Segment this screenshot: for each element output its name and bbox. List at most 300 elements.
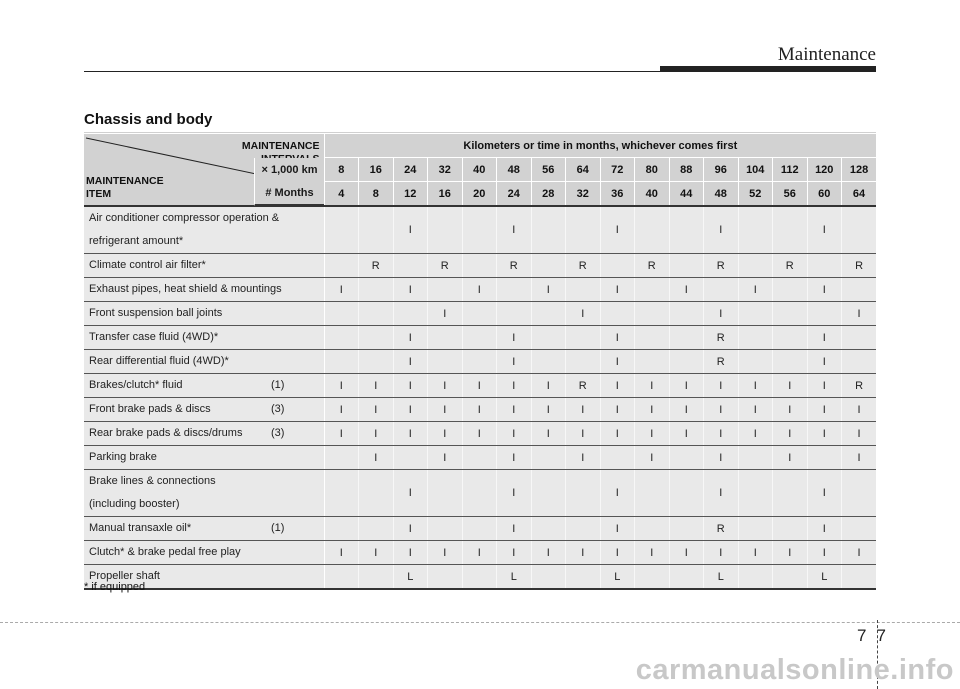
- months-interval-cell: 64: [842, 182, 877, 207]
- schedule-cell: I: [600, 422, 635, 446]
- km-interval-cell: 56: [531, 158, 566, 182]
- schedule-cell: I: [497, 206, 532, 254]
- schedule-cell: I: [324, 422, 359, 446]
- schedule-cell: [497, 278, 532, 302]
- months-interval-cell: 48: [704, 182, 739, 207]
- footnote: * if equipped: [84, 581, 146, 593]
- schedule-cell: [462, 446, 497, 470]
- schedule-cell: [773, 206, 808, 254]
- schedule-cell: [393, 302, 428, 326]
- schedule-cell: I: [566, 398, 601, 422]
- km-interval-cell: 8: [324, 158, 359, 182]
- schedule-cell: [842, 350, 877, 374]
- schedule-cell: I: [807, 278, 842, 302]
- schedule-cell: I: [531, 278, 566, 302]
- schedule-cell: I: [669, 278, 704, 302]
- schedule-cell: [324, 206, 359, 254]
- schedule-cell: [359, 470, 394, 517]
- schedule-cell: R: [704, 517, 739, 541]
- schedule-cell: [669, 350, 704, 374]
- schedule-cell: L: [600, 565, 635, 590]
- schedule-cell: L: [704, 565, 739, 590]
- schedule-cell: [669, 206, 704, 254]
- schedule-cell: R: [704, 350, 739, 374]
- chapter-title: Maintenance: [777, 44, 876, 65]
- schedule-cell: [635, 302, 670, 326]
- schedule-cell: I: [842, 446, 877, 470]
- schedule-cell: I: [497, 422, 532, 446]
- km-interval-cell: 24: [393, 158, 428, 182]
- schedule-cell: I: [324, 398, 359, 422]
- schedule-cell: [428, 470, 463, 517]
- schedule-cell: R: [497, 254, 532, 278]
- schedule-cell: I: [738, 541, 773, 565]
- schedule-cell: [635, 470, 670, 517]
- table-row: [84, 470, 876, 517]
- section-title: Chassis and body: [84, 111, 213, 128]
- schedule-cell: I: [635, 446, 670, 470]
- schedule-cell: I: [807, 470, 842, 517]
- schedule-cell: I: [773, 541, 808, 565]
- schedule-cell: I: [807, 398, 842, 422]
- schedule-cell: I: [807, 350, 842, 374]
- schedule-cell: [531, 565, 566, 590]
- schedule-cell: I: [497, 541, 532, 565]
- schedule-cell: I: [497, 517, 532, 541]
- schedule-cell: [738, 254, 773, 278]
- schedule-cell: I: [497, 470, 532, 517]
- table-row: [84, 422, 876, 446]
- schedule-cell: I: [600, 541, 635, 565]
- maintenance-item-label: [84, 470, 324, 517]
- schedule-cell: [669, 517, 704, 541]
- schedule-cell: I: [600, 374, 635, 398]
- table-row: [84, 374, 876, 398]
- schedule-cell: [462, 517, 497, 541]
- maintenance-item-label: [84, 541, 324, 565]
- schedule-cell: [324, 446, 359, 470]
- schedule-cell: L: [807, 565, 842, 590]
- months-interval-cell: 60: [807, 182, 842, 207]
- schedule-cell: I: [531, 541, 566, 565]
- maintenance-item-label: [84, 302, 324, 326]
- schedule-cell: [842, 278, 877, 302]
- schedule-cell: [531, 350, 566, 374]
- schedule-cell: I: [566, 422, 601, 446]
- schedule-cell: [462, 470, 497, 517]
- schedule-cell: I: [497, 374, 532, 398]
- schedule-cell: I: [462, 422, 497, 446]
- km-interval-cell: 80: [635, 158, 670, 182]
- km-interval-cell: 16: [359, 158, 394, 182]
- item-label-line: Front brake pads & discs: [89, 403, 211, 415]
- schedule-cell: [393, 446, 428, 470]
- schedule-cell: I: [393, 350, 428, 374]
- schedule-cell: [359, 350, 394, 374]
- schedule-cell: I: [393, 422, 428, 446]
- schedule-cell: I: [497, 446, 532, 470]
- schedule-cell: I: [807, 541, 842, 565]
- schedule-cell: R: [704, 326, 739, 350]
- schedule-cell: [566, 278, 601, 302]
- table-row: [84, 517, 876, 541]
- schedule-cell: I: [600, 278, 635, 302]
- schedule-cell: [531, 206, 566, 254]
- months-interval-cell: 40: [635, 182, 670, 207]
- schedule-cell: I: [704, 302, 739, 326]
- schedule-cell: R: [773, 254, 808, 278]
- schedule-cell: I: [600, 398, 635, 422]
- schedule-cell: [428, 326, 463, 350]
- item-label-line: refrigerant amount*: [89, 235, 184, 247]
- schedule-cell: [531, 326, 566, 350]
- schedule-cell: [738, 517, 773, 541]
- schedule-cell: [600, 254, 635, 278]
- maintenance-item-label: [84, 326, 324, 350]
- schedule-cell: I: [669, 398, 704, 422]
- schedule-cell: [738, 446, 773, 470]
- schedule-cell: I: [738, 374, 773, 398]
- schedule-cell: [669, 565, 704, 590]
- schedule-cell: R: [566, 374, 601, 398]
- schedule-cell: [635, 206, 670, 254]
- schedule-cell: I: [807, 422, 842, 446]
- schedule-cell: [807, 446, 842, 470]
- schedule-cell: I: [600, 517, 635, 541]
- km-interval-cell: 128: [842, 158, 877, 182]
- schedule-cell: R: [359, 254, 394, 278]
- schedule-cell: [669, 326, 704, 350]
- schedule-cell: I: [669, 541, 704, 565]
- item-label-line: Climate control air filter*: [89, 259, 206, 271]
- schedule-cell: [566, 326, 601, 350]
- schedule-cell: R: [842, 254, 877, 278]
- schedule-cell: L: [497, 565, 532, 590]
- schedule-cell: I: [393, 374, 428, 398]
- schedule-cell: I: [324, 541, 359, 565]
- schedule-cell: [600, 446, 635, 470]
- schedule-cell: I: [566, 541, 601, 565]
- schedule-cell: [669, 254, 704, 278]
- schedule-cell: [566, 517, 601, 541]
- schedule-cell: I: [531, 422, 566, 446]
- schedule-cell: I: [531, 374, 566, 398]
- schedule-cell: I: [497, 326, 532, 350]
- schedule-cell: [324, 470, 359, 517]
- schedule-cell: [635, 278, 670, 302]
- schedule-cell: I: [738, 278, 773, 302]
- table-row: [84, 350, 876, 374]
- schedule-cell: [531, 517, 566, 541]
- schedule-cell: R: [704, 254, 739, 278]
- km-interval-cell: 88: [669, 158, 704, 182]
- item-note: (1): [271, 379, 285, 391]
- header-rule: [84, 71, 660, 72]
- header-rule-accent: [660, 66, 876, 72]
- months-interval-cell: 24: [497, 182, 532, 207]
- km-interval-cell: 40: [462, 158, 497, 182]
- schedule-cell: [359, 517, 394, 541]
- item-label-line: Front suspension ball joints: [89, 307, 223, 319]
- schedule-cell: I: [704, 206, 739, 254]
- schedule-cell: [324, 302, 359, 326]
- schedule-cell: I: [704, 374, 739, 398]
- section-divider: [84, 132, 876, 133]
- schedule-cell: [462, 206, 497, 254]
- schedule-cell: [566, 206, 601, 254]
- schedule-cell: I: [462, 374, 497, 398]
- schedule-cell: I: [428, 422, 463, 446]
- schedule-cell: I: [393, 470, 428, 517]
- schedule-cell: [600, 302, 635, 326]
- schedule-cell: I: [807, 326, 842, 350]
- schedule-cell: [359, 326, 394, 350]
- schedule-cell: I: [359, 374, 394, 398]
- item-label-line: Rear brake pads & discs/drums: [89, 427, 243, 439]
- table-row: [84, 326, 876, 350]
- schedule-cell: [738, 350, 773, 374]
- schedule-cell: I: [324, 374, 359, 398]
- maintenance-item-label: [84, 422, 324, 446]
- schedule-cell: [324, 326, 359, 350]
- maintenance-item-label: [84, 206, 324, 254]
- schedule-cell: [359, 302, 394, 326]
- maintenance-item-label: [84, 350, 324, 374]
- schedule-cell: I: [842, 398, 877, 422]
- schedule-cell: [428, 517, 463, 541]
- schedule-cell: I: [600, 206, 635, 254]
- schedule-cell: [462, 254, 497, 278]
- schedule-cell: [531, 254, 566, 278]
- schedule-cell: I: [635, 398, 670, 422]
- schedule-cell: [773, 517, 808, 541]
- schedule-cell: [807, 302, 842, 326]
- schedule-cell: I: [635, 422, 670, 446]
- schedule-cell: [773, 326, 808, 350]
- schedule-cell: I: [428, 374, 463, 398]
- item-label-line: (including booster): [89, 498, 180, 510]
- schedule-cell: [773, 470, 808, 517]
- table-row: [84, 446, 876, 470]
- schedule-cell: [531, 470, 566, 517]
- item-note: (1): [271, 522, 285, 534]
- schedule-cell: [842, 517, 877, 541]
- schedule-cell: R: [842, 374, 877, 398]
- km-interval-cell: 48: [497, 158, 532, 182]
- months-interval-cell: 4: [324, 182, 359, 207]
- schedule-cell: I: [359, 446, 394, 470]
- schedule-cell: I: [359, 422, 394, 446]
- km-interval-cell: 72: [600, 158, 635, 182]
- schedule-cell: I: [635, 541, 670, 565]
- schedule-cell: I: [600, 470, 635, 517]
- schedule-cell: [842, 326, 877, 350]
- schedule-cell: I: [497, 398, 532, 422]
- schedule-cell: [669, 302, 704, 326]
- schedule-cell: [324, 565, 359, 590]
- item-label-line: Manual transaxle oil*: [89, 522, 192, 534]
- schedule-cell: I: [566, 446, 601, 470]
- maintenance-item-label: [84, 374, 324, 398]
- schedule-cell: [428, 206, 463, 254]
- schedule-cell: I: [428, 541, 463, 565]
- schedule-cell: I: [704, 541, 739, 565]
- schedule-cell: [428, 278, 463, 302]
- schedule-cell: I: [531, 398, 566, 422]
- schedule-cell: I: [669, 374, 704, 398]
- schedule-cell: L: [393, 565, 428, 590]
- schedule-cell: I: [704, 398, 739, 422]
- corner-item-label: MAINTENANCE ITEM: [86, 175, 164, 200]
- schedule-cell: [359, 565, 394, 590]
- schedule-cell: [738, 206, 773, 254]
- watermark: carmanualsonline.info: [635, 654, 954, 686]
- schedule-cell: I: [807, 206, 842, 254]
- schedule-cell: [842, 470, 877, 517]
- schedule-cell: I: [393, 278, 428, 302]
- months-interval-cell: 16: [428, 182, 463, 207]
- schedule-cell: I: [773, 446, 808, 470]
- schedule-cell: [842, 565, 877, 590]
- schedule-cell: [807, 254, 842, 278]
- bottom-rule: [0, 622, 960, 623]
- table-row: [84, 565, 876, 590]
- schedule-cell: I: [393, 517, 428, 541]
- schedule-cell: I: [704, 422, 739, 446]
- item-label-line: Rear differential fluid (4WD)*: [89, 355, 229, 367]
- schedule-cell: I: [773, 398, 808, 422]
- schedule-cell: [773, 278, 808, 302]
- schedule-cell: [842, 206, 877, 254]
- schedule-cell: [773, 302, 808, 326]
- schedule-cell: [566, 470, 601, 517]
- schedule-cell: I: [462, 278, 497, 302]
- schedule-cell: [635, 326, 670, 350]
- schedule-cell: I: [842, 541, 877, 565]
- schedule-cell: [566, 350, 601, 374]
- schedule-cell: I: [704, 470, 739, 517]
- schedule-cell: [462, 326, 497, 350]
- table-row: [84, 206, 876, 254]
- months-interval-cell: 28: [531, 182, 566, 207]
- months-interval-cell: 12: [393, 182, 428, 207]
- schedule-cell: I: [393, 206, 428, 254]
- corner-intervals-label: MAINTENANCE: [241, 140, 320, 152]
- item-label-line: Parking brake: [89, 451, 157, 463]
- schedule-cell: [704, 278, 739, 302]
- schedule-cell: [324, 517, 359, 541]
- km-interval-cell: 120: [807, 158, 842, 182]
- km-interval-cell: 32: [428, 158, 463, 182]
- schedule-cell: I: [359, 541, 394, 565]
- schedule-cell: [773, 350, 808, 374]
- schedule-cell: [566, 565, 601, 590]
- schedule-cell: [635, 517, 670, 541]
- km-interval-cell: 104: [738, 158, 773, 182]
- schedule-cell: [669, 446, 704, 470]
- interval-span-header: Kilometers or time in months, whichever comes first: [324, 134, 876, 158]
- km-interval-cell: 96: [704, 158, 739, 182]
- schedule-cell: I: [704, 446, 739, 470]
- schedule-cell: R: [635, 254, 670, 278]
- months-interval-cell: 44: [669, 182, 704, 207]
- schedule-cell: [738, 326, 773, 350]
- schedule-cell: [738, 302, 773, 326]
- item-label-line: Brakes/clutch* fluid: [89, 379, 183, 391]
- schedule-cell: I: [324, 278, 359, 302]
- table-row: [84, 278, 876, 302]
- schedule-cell: I: [738, 398, 773, 422]
- schedule-cell: I: [393, 398, 428, 422]
- schedule-cell: I: [462, 541, 497, 565]
- months-interval-cell: 36: [600, 182, 635, 207]
- months-interval-cell: 20: [462, 182, 497, 207]
- maintenance-item-label: [84, 254, 324, 278]
- schedule-cell: I: [359, 398, 394, 422]
- maintenance-item-label: [84, 446, 324, 470]
- item-label-line: Air conditioner compressor operation &: [89, 212, 280, 224]
- schedule-cell: I: [462, 398, 497, 422]
- schedule-cell: [738, 470, 773, 517]
- item-label-line: Clutch* & brake pedal free play: [89, 546, 241, 558]
- schedule-cell: I: [773, 422, 808, 446]
- item-label-line: Propeller shaft: [89, 570, 160, 582]
- schedule-cell: I: [807, 517, 842, 541]
- schedule-cell: [635, 565, 670, 590]
- schedule-cell: [635, 350, 670, 374]
- schedule-cell: [428, 350, 463, 374]
- maintenance-schedule-table: [84, 134, 876, 590]
- schedule-cell: [324, 350, 359, 374]
- schedule-cell: [393, 254, 428, 278]
- table-row: [84, 302, 876, 326]
- table-row: [84, 254, 876, 278]
- item-note: (3): [271, 403, 285, 415]
- schedule-cell: [497, 302, 532, 326]
- schedule-cell: I: [669, 422, 704, 446]
- months-row-label: # Months: [254, 182, 324, 207]
- schedule-cell: I: [635, 374, 670, 398]
- km-interval-cell: 112: [773, 158, 808, 182]
- item-label-line: Exhaust pipes, heat shield & mountings: [89, 283, 282, 295]
- schedule-cell: [669, 470, 704, 517]
- schedule-cell: I: [393, 541, 428, 565]
- item-label-line: Brake lines & connections: [89, 475, 216, 487]
- maintenance-item-label: [84, 278, 324, 302]
- schedule-cell: I: [428, 302, 463, 326]
- schedule-cell: I: [497, 350, 532, 374]
- item-note: (3): [271, 427, 285, 439]
- schedule-cell: [359, 206, 394, 254]
- schedule-cell: I: [393, 326, 428, 350]
- schedule-cell: [462, 565, 497, 590]
- schedule-cell: [531, 446, 566, 470]
- schedule-cell: [773, 565, 808, 590]
- schedule-cell: [462, 350, 497, 374]
- schedule-cell: I: [738, 422, 773, 446]
- schedule-cell: [738, 565, 773, 590]
- schedule-cell: [359, 278, 394, 302]
- item-label-line: Transfer case fluid (4WD)*: [89, 331, 219, 343]
- schedule-cell: R: [566, 254, 601, 278]
- months-interval-cell: 8: [359, 182, 394, 207]
- km-row-label: × 1,000 km: [254, 158, 324, 182]
- schedule-cell: [428, 565, 463, 590]
- maintenance-item-label: [84, 398, 324, 422]
- months-interval-cell: 52: [738, 182, 773, 207]
- schedule-cell: I: [428, 398, 463, 422]
- schedule-cell: I: [566, 302, 601, 326]
